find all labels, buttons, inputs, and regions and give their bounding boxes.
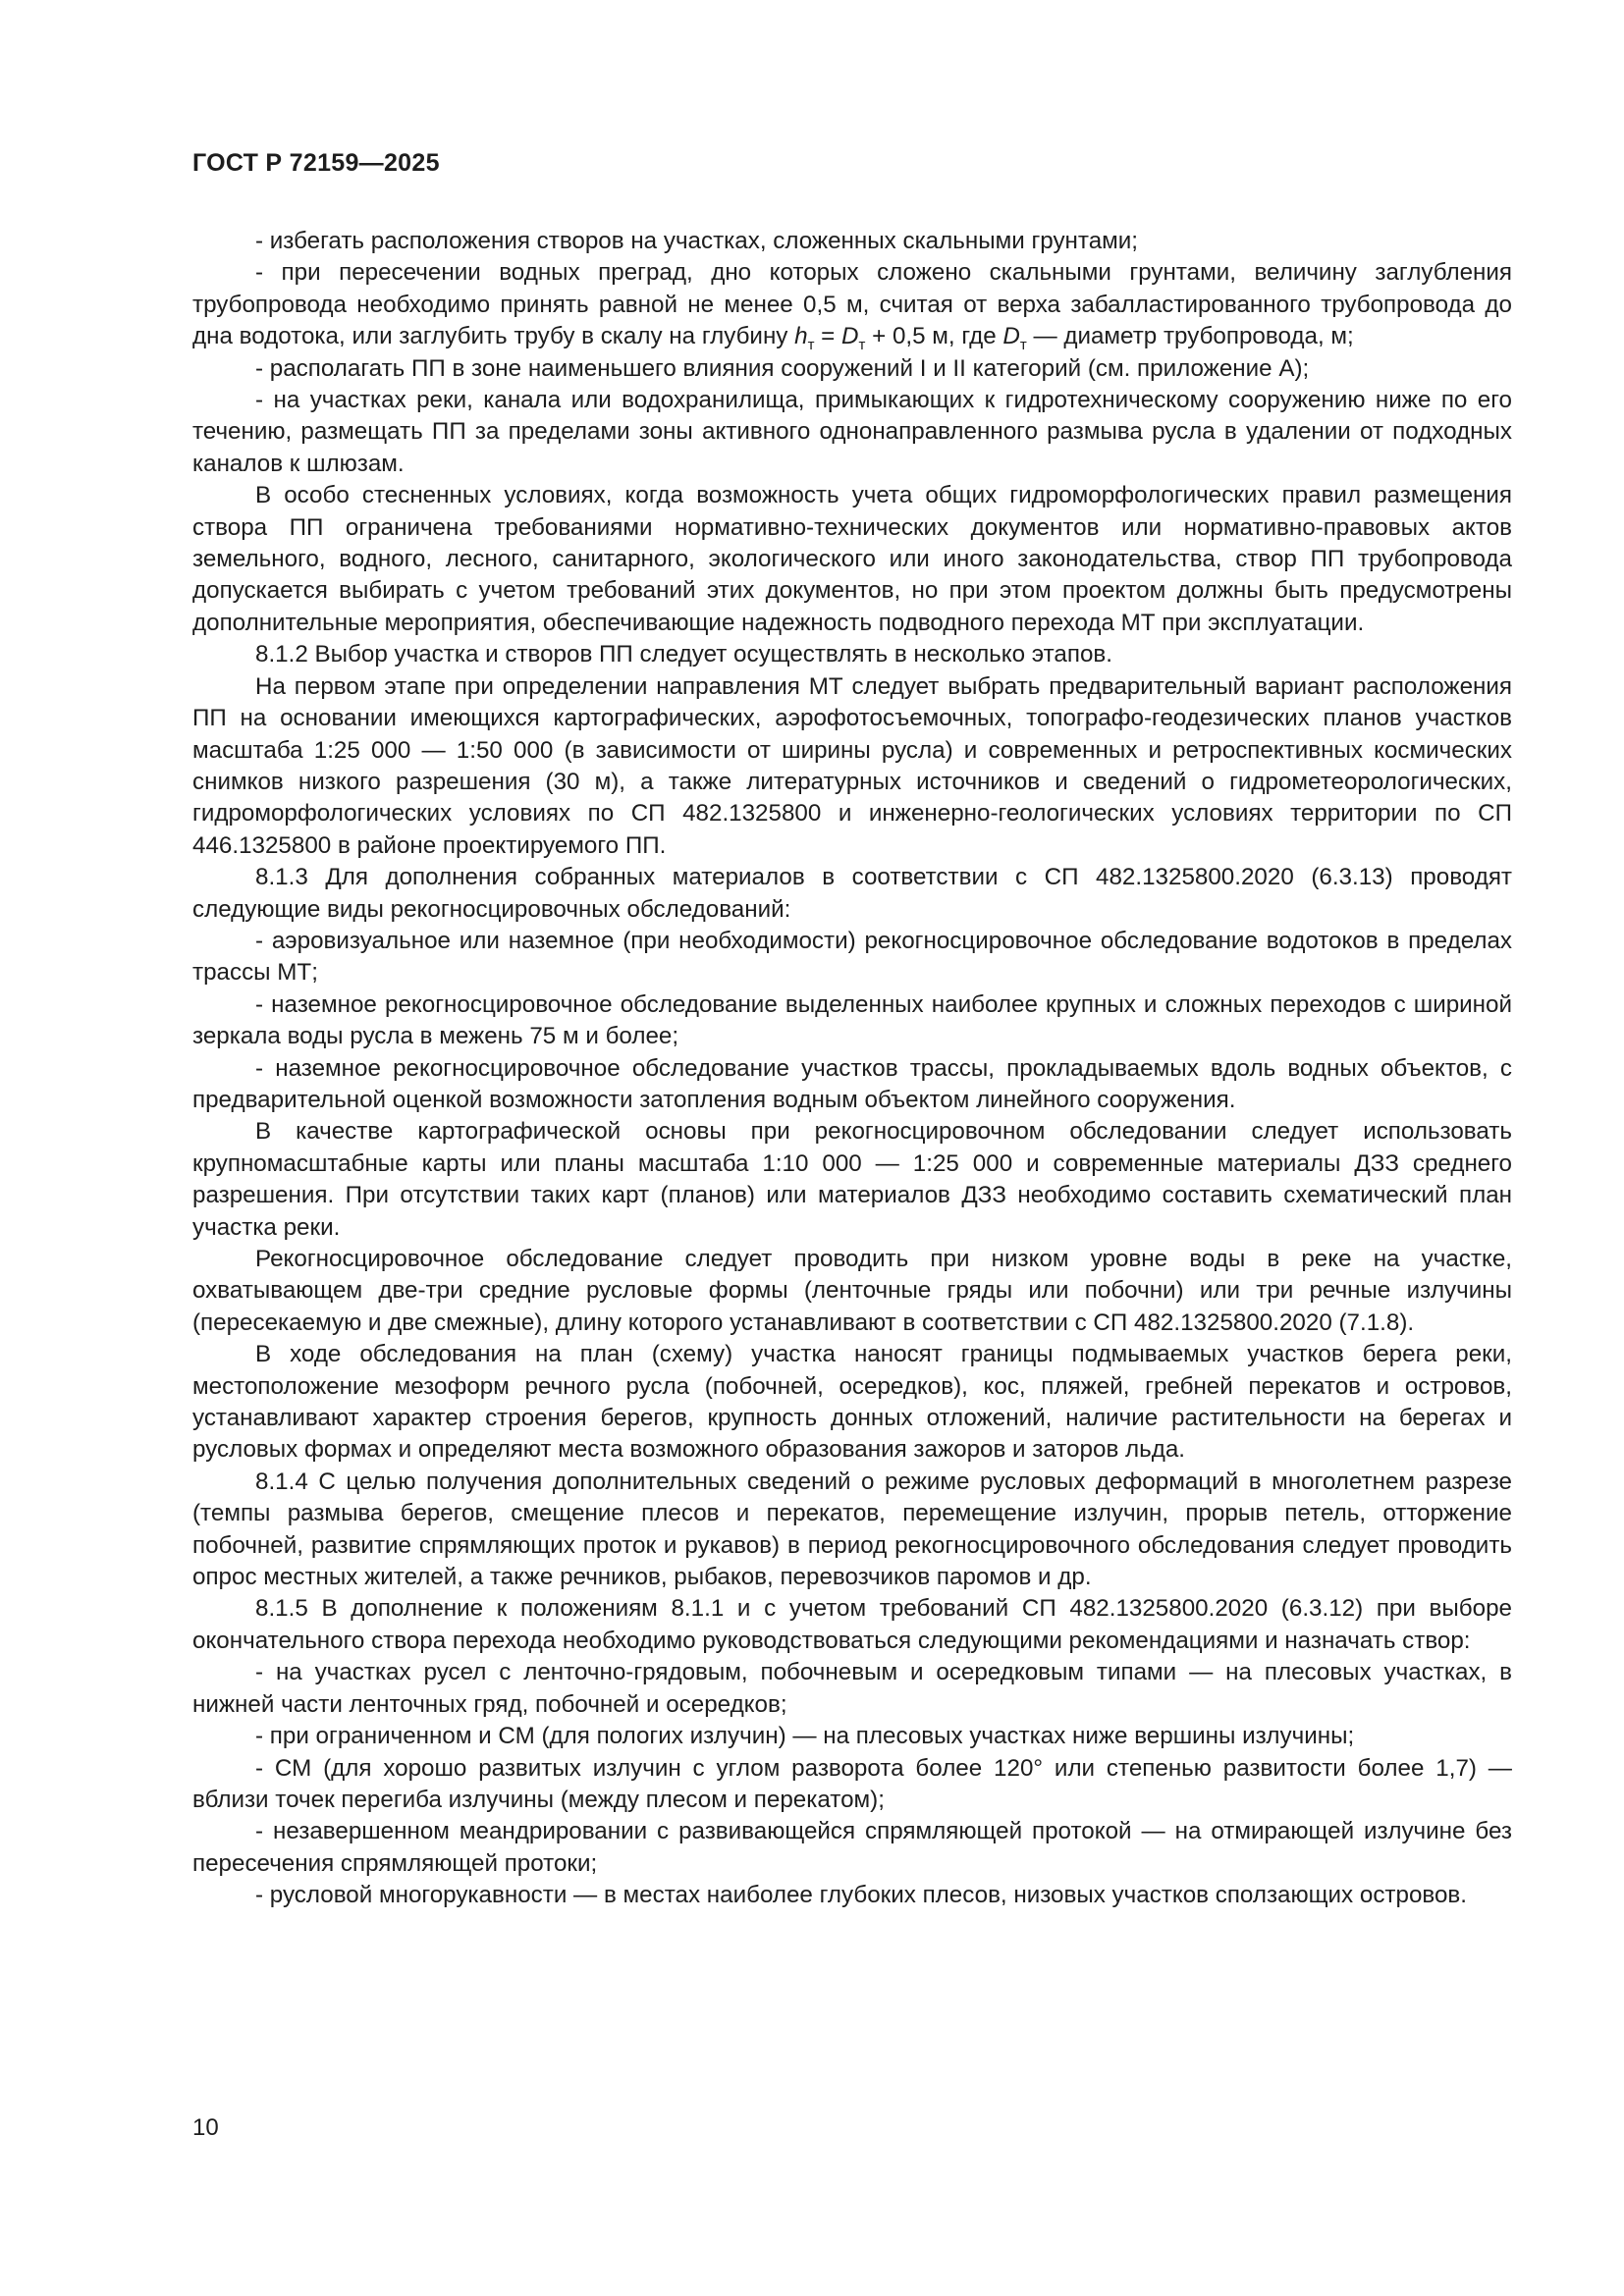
list-item: - незавершенном меандрировании с развивающейся спрямляющей протокой — на отмирающей излучине без пересечения спрямляющей протоки; [192,1818,1512,1877]
formula-middle: + 0,5 м, где [865,323,1003,350]
formula-subscript: т [858,337,866,354]
paragraph: В ходе обследования на план (схему) участка наносят границы подмываемых участков берега реки, местоположение мезоформ речного русла (побочней, осередков), кос, пляжей, гребней перекатов и островов, устанавливают характер строения берегов, крупность донных отложений, наличие растительности на берегах и русловых формах и определяют места возможного образования зажоров и заторов льда. [192,1341,1512,1464]
document-body [192,226,1512,1912]
paragraph: В качестве картографической основы при рекогносцировочном обследовании следует использовать крупномасштабные карты или планы масштаба 1:10 000 — 1:25 000 и современные материалы ДЗЗ среднего разрешения. При отсутствии таких карт (планов) или материалов ДЗЗ необходимо составить схематический план участка реки. [192,1118,1512,1241]
formula-subscript: т [1019,337,1027,354]
formula-equals: = [814,323,842,350]
section-8-1-3: 8.1.3 Для дополнения собранных материалов в соответствии с СП 482.1325800.2020 (6.3.13) проводят следующие виды рекогносцировочных обследований: [192,864,1512,923]
list-item: - на участках русел с ленточно-грядовым, побочневым и осередковым типами — на плесовых участках, в нижней части ленточных гряд, побочней и осередков; [192,1659,1512,1718]
section-8-1-5: 8.1.5 В дополнение к положениям 8.1.1 и с учетом требований СП 482.1325800.2020 (6.3.12) при выборе окончательного створа перехода необходимо руководствоваться следующими рекомендациями и назначать створ: [192,1595,1512,1654]
document-header: ГОСТ Р 72159—2025 [192,149,440,177]
section-8-1-4: 8.1.4 С целью получения дополнительных сведений о режиме русловых деформаций в многолетнем разрезе (темпы размыва берегов, смещение плесов и перекатов, перемещение излучин, прорыв петель, отторжение побочней, развитие спрямляющих проток и рукавов) в период рекогносцировочного обследования следует проводить опрос местных жителей, а также речников, рыбаков, перевозчиков паромов и др. [192,1468,1512,1591]
list-item: - наземное рекогносцировочное обследование участков трассы, прокладываемых вдоль водных объектов, с предварительной оценкой возможности затопления водным объектом линейного сооружения. [192,1054,1512,1113]
formula-var-d: D [841,323,859,350]
paragraph-text: - при пересечении водных преград, дно которых сложено скальными грунтами, величину заглубления трубопровода необходимо принять равной не менее 0,5 м, считая от верха забалластированного трубопровода до дна водотока, или заглубить трубу в скалу на глубину [192,259,1512,350]
list-item: - при ограниченном и СМ (для пологих излучин) — на плесовых участках ниже вершины излучины; [255,1723,1355,1750]
list-item: - русловой многорукавности — в местах наиболее глубоких плесов, низовых участков сползающих островов. [255,1882,1467,1909]
paragraph: - избегать расположения створов на участках, сложенных скальными грунтами; [255,228,1139,254]
paragraph-text-end: — диаметр трубопровода, м; [1026,323,1354,350]
formula-subscript: т [807,337,815,354]
list-item: - СМ (для хорошо развитых излучин с углом разворота более 120° или степенью развитости более 1,7) — вблизи точек перегиба излучины (между плесом и перекатом); [192,1754,1512,1813]
paragraph: Рекогносцировочное обследование следует проводить при низком уровне воды в реке на участке, охватывающем две-три средние русловые формы (ленточные гряды или побочни) или три речные излучины (пересекаемую и две смежные), длину которого устанавливают в соответствии с СП 482.1325800.2020 (7.1.8). [192,1246,1512,1336]
paragraph: - располагать ПП в зоне наименьшего влияния сооружений I и II категорий (см. приложение А); [255,354,1310,382]
page-number: 10 [192,2114,219,2141]
list-item: - наземное рекогносцировочное обследование выделенных наиболее крупных и сложных переходов с шириной зеркала воды русла в межень 75 м и более; [192,990,1512,1050]
list-item: - аэровизуальное или наземное (при необходимости) рекогносцировочное обследование водотоков в пределах трассы МТ; [192,927,1512,987]
paragraph: В особо стесненных условиях, когда возможность учета общих гидроморфологических правил размещения створа ПП ограничена требованиями нормативно-технических документов или нормативно-правовых актов земельного, водного, лесного, санитарного, экологического или иного законодательства, створ ПП трубопровода допускается выбирать с учетом требований этих документов, но при этом проектом должны быть предусмотрены дополнительные мероприятия, обеспечивающие надежность подводного перехода МТ при эксплуатации. [192,482,1512,636]
formula-var-d: D [1002,323,1020,350]
paragraph: - на участках реки, канала или водохранилища, примыкающих к гидротехническому сооружению ниже по его течению, размещать ПП за пределами зоны активного однонаправленного размыва русла в удалении от подходных каналов к шлюзам. [192,387,1512,477]
paragraph-formula [192,257,1512,352]
section-8-1-2: 8.1.2 Выбор участка и створов ПП следует осуществлять в несколько этапов. [255,641,1112,668]
paragraph: На первом этапе при определении направления МТ следует выбрать предварительный вариант расположения ПП на основании имеющихся картографических, аэрофотосъемочных, топографо-геодезических планов участков масштаба 1:25 000 — 1:50 000 (в зависимости от ширины русла) и современных и ретроспективных космических снимков низкого разрешения (30 м), а также литературных источников и сведений о гидрометеорологических, гидроморфологических условиях по СП 482.1325800 и инженерно-геологических условиях территории по СП 446.1325800 в районе проектируемого ПП. [192,672,1512,859]
formula-var-h: h [794,323,808,350]
